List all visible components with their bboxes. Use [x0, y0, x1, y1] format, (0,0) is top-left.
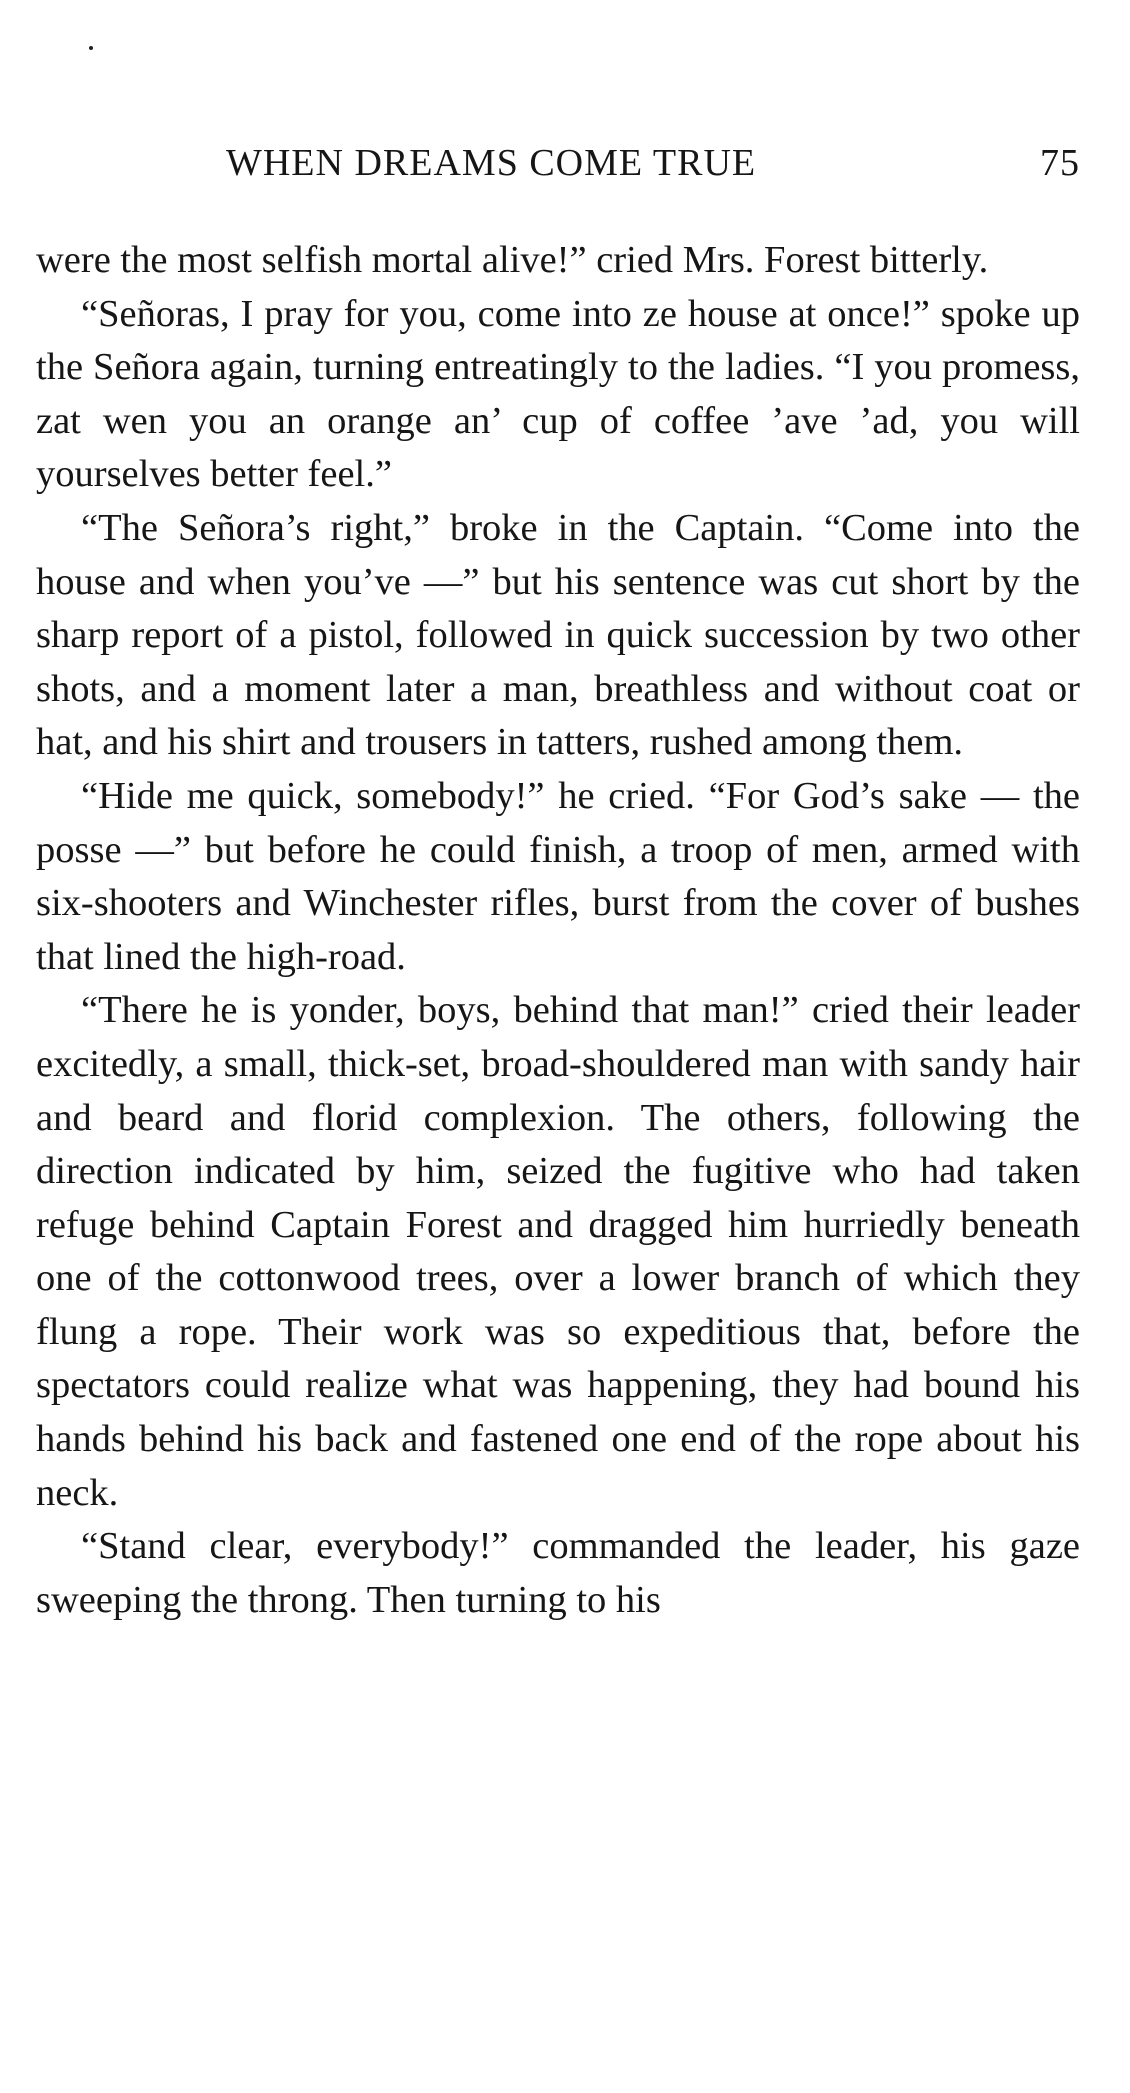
running-head [36, 141, 1080, 191]
body-text [36, 234, 1080, 1627]
paragraph: “There he is yonder, boys, behind that man!” cried their leader excitedly, a small, thick-set, broad-shouldered man with sandy hair and beard and florid complexion. The others, following the direction indicated by him, seized the fugitive who had taken refuge behind Captain Forest and dragged him hurriedly beneath one of the cottonwood trees, over a lower branch of which they flung a rope. Their work was so expeditious that, before the spectators could realize what was happening, they had bound his hands behind his back and fastened one end of the rope about his neck. [36, 989, 1080, 1514]
paragraph: “Hide me quick, somebody!” he cried. “For God’s sake — the posse —” but before he could finish, a troop of men, armed with six-shooters and Winchester rifles, burst from the cover of bushes that lined the high-road. [36, 774, 1080, 978]
page-number: 75 [1040, 142, 1080, 184]
scan-speck [89, 46, 93, 50]
paragraph: “Señoras, I pray for you, come into ze house at once!” spoke up the Señora again, turning entreatingly to the ladies. “I you promess, zat wen you an orange an’ cup of coffee ’ave ’ad, you will yourselves better feel.” [36, 292, 1080, 496]
paragraph: “The Señora’s right,” broke in the Captain. “Come into the house and when you’ve —” but his sentence was cut short by the sharp report of a pistol, followed in quick succession by two other shots, and a moment later a man, breathless and without coat or hat, and his shirt and trousers in tatters, rushed among them. [36, 506, 1080, 764]
paragraph: were the most selfish mortal alive!” cried Mrs. Forest bitterly. [36, 239, 989, 281]
paragraph: “Stand clear, everybody!” commanded the leader, his gaze sweeping the throng. Then turning to his [36, 1525, 1080, 1621]
running-title: WHEN DREAMS COME TRUE [226, 142, 757, 184]
